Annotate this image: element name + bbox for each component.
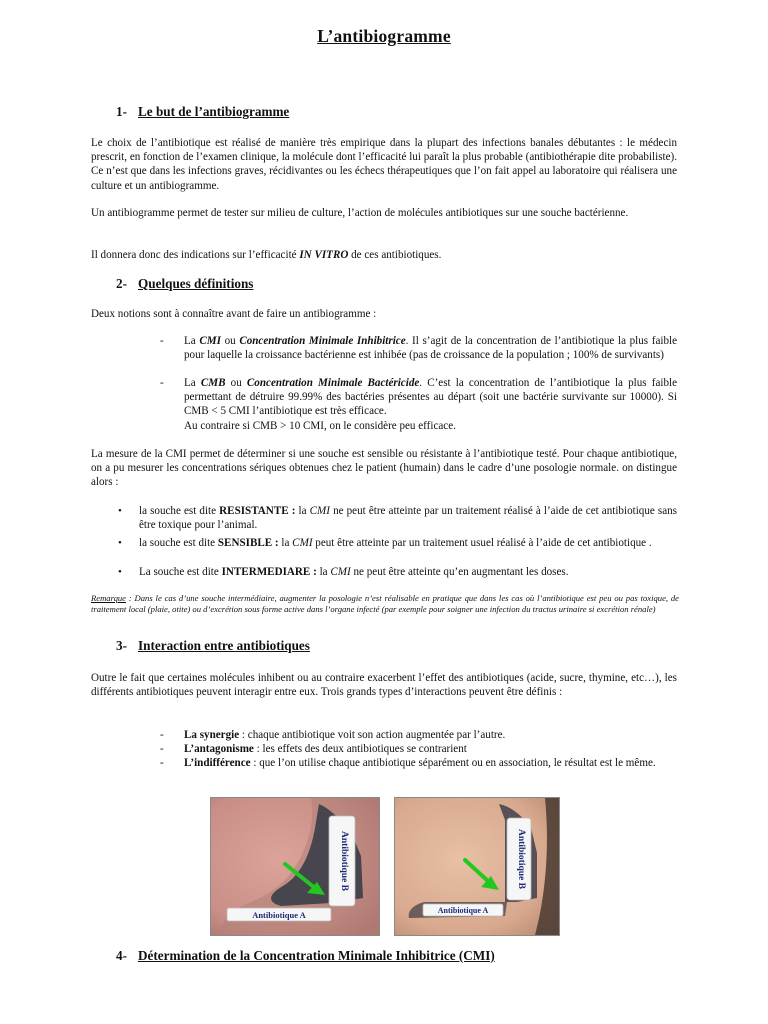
paragraph-mesure-cmi: La mesure de la CMI permet de déterminer si une souche est sensible ou résistante à l’antibiotique testé. Pour chaque antibiotique, on a pu mesurer les concentrations sériques obtenues chez le patient (humain) dans le cadre d’une posologie normale. on distingue alors : [91,448,677,489]
dash-bullet: - [160,335,164,347]
dash-bullet: - [160,743,164,755]
bullet-dot: • [118,566,122,578]
paragraph-choix-antibiotique: Le choix de l’antibiotique est réalisé de manière très empirique dans la plupart des infections banales débutantes : le médecin prescrit, en fonction de l’examen clinique, la molécule dont l’efficacité lui paraît la plus probable (antibiothérapie dite probabiliste). Ce n’est que dans les infections graves, récidivantes ou les échecs thérapeutiques que l’on fait appel au laboratoire qui réalisera une culture et un antibiogramme. [91,137,677,192]
antibiotic-b-label: Antibiotique B [516,829,526,889]
petri-dish-illustration [211,798,379,935]
list-item-intermediare: La souche est dite INTERMEDIARE : la CMI ne peut être atteinte qu’en augmentant les doses. [139,566,569,578]
paragraph-deux-notions: Deux notions sont à connaître avant de faire un antibiogramme : [91,308,377,320]
in-vitro-emphasis: IN VITRO [299,249,349,261]
section-number: 1- [116,104,127,119]
dash-bullet: - [160,729,164,741]
petri-dish-illustration [395,798,559,935]
remark-note: Remarque : Dans le cas d’une souche intermédiaire, augmenter la posologie n’est réalisable en pratique que dans les cas où l’antibiotique est peu ou pas toxique, de traitement local (plaie, otite) ou d’excrétion sous forme active dans l’organe infecté (par exemple pour soigner une infection du tractus urinaire si excrétion rénale) [91,593,679,615]
antibiotic-b-label: Antibiotique B [339,831,349,891]
paragraph-in-vitro: Il donnera donc des indications sur l’efficacité IN VITRO de ces antibiotiques. [91,249,442,261]
list-item-resistante: la souche est dite RESISTANTE : la CMI ne peut être atteinte par un traitement réalisé à l’aide de cet antibiotique sans être toxique pour l’animal. [139,505,677,532]
petri-dish-photo-antagonisme [394,797,560,936]
paragraph-definition-antibiogramme: Un antibiogramme permet de tester sur milieu de culture, l’action de molécules antibiotiques sur une souche bactérienne. [91,207,629,219]
list-item-cmi: La CMI ou Concentration Minimale Inhibitrice. Il s’agit de la concentration de l’antibiotique la plus faible pour laquelle la croissance bactérienne est inhibée (pas de croissance de la population ; 100% de survivants) [184,335,678,362]
list-item-sensible: la souche est dite SENSIBLE : la CMI peut être atteinte par un traitement usuel réalisé à l’aide de cet antibiotique . [139,537,652,549]
petri-dish-photo-synergie [210,797,380,936]
section-title: Le but de l’antibiogramme [138,104,290,119]
list-item-antagonisme: L’antagonisme : les effets des deux antibiotiques se contrarient [184,743,467,755]
antibiotic-a-label: Antibiotique A [437,906,489,915]
section-title: Interaction entre antibiotiques [138,638,310,653]
list-item-indifference: L’indifférence : que l’on utilise chaque antibiotique séparément ou en association, le résultat est le même. [184,757,656,769]
section-title: Détermination de la Concentration Minimale Inhibitrice (CMI) [138,948,495,963]
section-number: 4- [116,948,127,963]
section-number: 2- [116,276,127,291]
section-1-heading [116,104,289,120]
dash-bullet: - [160,757,164,769]
section-number: 3- [116,638,127,653]
bullet-dot: • [118,505,122,517]
section-4-heading [116,948,495,964]
section-title: Quelques définitions [138,276,254,291]
list-item-cmb: La CMB ou Concentration Minimale Bactéricide. C’est la concentration de l’antibiotique la plus faible permettant de détruire 99.99% des bactéries présentes au départ (soit une bactérie survivante sur 10000). Si CMB < 5 CMI l’antibiotique est très efficace. Au contraire si CMB > 10 CMI, on le considère peu efficace. [184,377,677,432]
bullet-dot: • [118,537,122,549]
section-2-heading [116,276,253,292]
list-item-synergie: La synergie : chaque antibiotique voit son action augmentée par l’autre. [184,729,506,741]
dash-bullet: - [160,377,164,389]
page-title: L’antibiogramme [317,26,451,46]
paragraph-interactions: Outre le fait que certaines molécules inhibent ou au contraire exacerbent l’effet des antibiotiques (acide, sucre, thymine, etc…), les différents antibiotiques peuvent interagir entre eux. Trois grands types d’interactions peuvent être définis : [91,672,677,699]
section-3-heading [116,638,310,654]
remark-label: Remarque [91,593,126,603]
antibiotic-a-label: Antibiotique A [252,910,306,920]
